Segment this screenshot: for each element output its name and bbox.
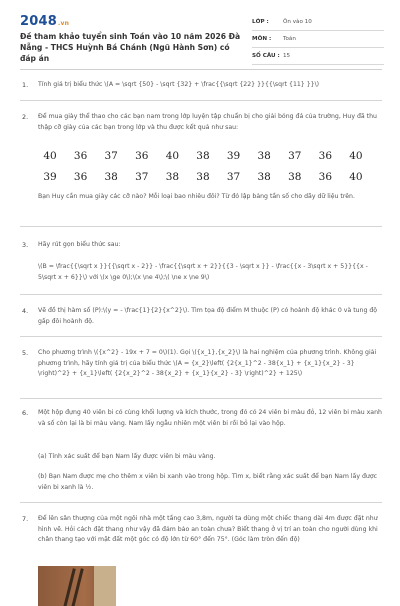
question-number: 4. [22,307,29,315]
table-cell: 37 [288,150,302,163]
page-title: Đề tham khảo tuyển sinh Toán vào 10 năm 2026 Đà Nẵng - THCS Huỳnh Bá Chánh (Ngũ Hành Sơn) có đáp án [20,32,241,63]
question-1-text: Tính giá trị biểu thức \(A = \sqrt {50} - \sqrt {32} + \frac{{\sqrt {22} }}{{\sqrt {11} }}\) [38,81,320,88]
wall-shape [94,566,116,606]
question-number: 7. [22,515,29,523]
question-divider [20,398,382,399]
table-cell: 36 [135,150,149,163]
meta-label: LỚP : [252,19,269,25]
question-2-text: Để mua giày thể thao cho các bạn nam trong lớp luyện tập chuẩn bị cho giải bóng đá của trường, Huy đã thu thập cỡ giày của các bạn trong lớp và thu được kết quả như sau: [38,113,377,131]
logo-suffix: .vn [57,20,70,27]
table-cell: 40 [349,171,363,184]
table-cell: 36 [318,150,333,163]
table-cell: 38 [196,171,210,184]
question-3-text: Hãy rút gọn biểu thức sau: [38,241,121,248]
table-cell: 36 [73,150,88,163]
question-2-followup: Bạn Huy cần mua giày các cỡ nào? Mỗi loại bao nhiêu đôi? Từ đó lập bảng tần số cho dãy dữ liệu trên. [38,193,355,200]
table-cell: 36 [318,171,333,184]
table-cell: 38 [288,171,302,184]
question-divider [20,226,382,227]
question-6-text: Một hộp đựng 40 viên bi có cùng khối lượng và kích thước, trong đó có 24 viên bi màu đỏ, 12 viên bi màu xanh và số còn lại là bi màu vàng. Nam lấy ngẫu nhiên một viên bi rồi bỏ lại vào hộp. [38,409,382,427]
meta-label: MÔN : [252,36,272,42]
question-6-part-a: (a) Tính xác suất để bạn Nam lấy được viên bi màu vàng. [38,453,216,460]
table-cell: 37 [226,171,241,184]
meta-value: Toán [283,36,296,42]
table-cell: 38 [257,171,271,184]
ladder-illustration [38,566,116,606]
question-3-formula: \(B = \frac{{\sqrt x }}{{\sqrt x - 2}} - \frac{{\sqrt x + 2}}{{3 - \sqrt x }} - \frac{{x - 3\sqrt x + 5}}{{x - 5\sqrt x + 6}}\) với \(x \ge 0\);\(x \ne 4\);\( \ne x \ne 9\) [38,263,368,281]
table-row [38,167,368,188]
meta-label: SỐ CÂU : [252,53,280,59]
table-cell: 37 [135,171,149,184]
question-7-text: Để lên sân thượng của một ngôi nhà một tầng cao 3,8m, người ta dùng một chiếc thang dài 4m được đặt như hình vẽ. Hỏi cách đặt thang như vậy đã đảm bảo an toàn chưa? Biết thang ở vị trí an toàn cho người dùng khi chân thang tạo với mặt đất một góc có độ lớn từ 60° đến 75°. (Góc làm tròn đến độ) [38,515,378,543]
question-4-text: Vẽ đồ thị hàm số (P):\(y = - \frac{1}{2}{x^2}\). Tìm tọa độ điểm M thuộc (P) có hoành độ khác 0 và tung độ gấp đôi hoành độ. [38,307,378,325]
table-cell: 39 [226,150,241,163]
question-divider [20,100,382,101]
table-row [38,146,368,167]
meta-value: 15 [283,53,291,59]
question-divider [20,294,382,295]
question-number: 1. [22,81,29,89]
question-5-text: Cho phương trình \({x^2} - 19x + 7 = 0\)(1). Gọi \({x_1},{x_2}\) là hai nghiệm của phương trình. Không giải phương trình, hãy tính giá trị của biểu thức \(A = {x_2}\left( {2{x_1}^2 - 38{x_1} + {x_1}{x_2} - 3} \right)^2} + {x_1}\left( {2{x_2}^2 - 38{x_2} + {x_1}{x_2} - 3} \right)^2} + 125\) [38,349,377,377]
question-number: 2. [22,113,29,121]
table-cell: 40 [43,150,57,163]
question-6-part-b: (b) Bạn Nam được mẹ cho thêm x viên bi xanh vào trong hộp. Tìm x, biết rằng xác suất để bạn Nam lấy được viên bi xanh là ½. [38,473,378,491]
table-cell: 38 [196,150,210,163]
meta-value: Ôn vào 10 [283,19,312,25]
table-cell: 38 [165,171,180,184]
question-number: 6. [22,409,29,417]
table-cell: 37 [104,150,118,163]
question-number: 3. [22,241,29,249]
question-number: 5. [22,349,29,357]
shoe-size-table [38,146,368,188]
table-cell: 40 [165,150,180,163]
table-cell: 40 [349,150,363,163]
question-divider [20,502,382,503]
table-cell: 38 [104,171,118,184]
table-cell: 38 [257,150,271,163]
table-cell: 39 [43,171,57,184]
table-cell: 36 [73,171,88,184]
logo-text: 2048 [20,14,57,29]
question-divider [20,336,382,337]
